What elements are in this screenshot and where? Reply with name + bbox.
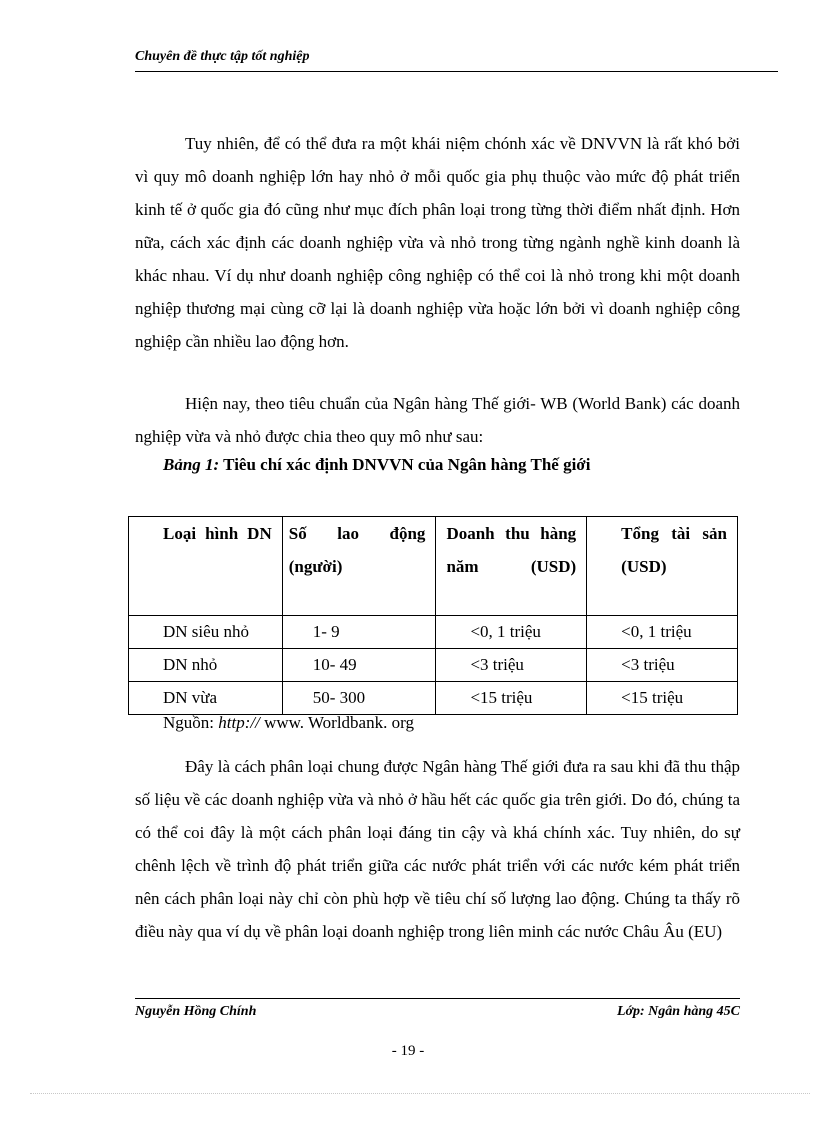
table-cell: <0, 1 triệu <box>587 616 738 649</box>
table-cell: <15 triệu <box>587 682 738 715</box>
paragraph-wb-standard: Hiện nay, theo tiêu chuẩn của Ngân hàng Thế giới- WB (World Bank) các doanh nghiệp vừa và nhỏ được chia theo quy mô như sau: <box>135 394 740 446</box>
page-number: - 19 - <box>391 1043 425 1059</box>
table-caption <box>163 455 590 475</box>
table-cell: DN nhỏ <box>129 649 283 682</box>
footer-divider <box>135 998 740 999</box>
footer-class: Lớp: Ngân hàng 45C <box>616 1004 740 1019</box>
table-header-row <box>129 517 738 616</box>
table-cell: <3 triệu <box>587 649 738 682</box>
table-cell: DN vừa <box>129 682 283 715</box>
header-cell-revenue: Doanh thu hàng năm (USD) <box>436 517 587 616</box>
header-cell-type: Loại hình DN <box>129 517 283 616</box>
footer-author: Nguyễn Hồng Chính <box>135 1004 257 1019</box>
source-site: www. Worldbank. org <box>264 713 414 732</box>
table-cell: 50- 300 <box>282 682 436 715</box>
source-label: Nguồn: <box>163 713 214 732</box>
table-cell: 10- 49 <box>282 649 436 682</box>
header-cell-workers: Số lao động (người) <box>282 517 436 616</box>
header-divider <box>135 71 778 72</box>
source-protocol: http:// <box>218 713 260 732</box>
table-source <box>163 713 414 733</box>
table-cell: 1- 9 <box>282 616 436 649</box>
table-cell: DN siêu nhỏ <box>129 616 283 649</box>
criteria-table <box>128 516 738 715</box>
table-caption-text: Tiêu chí xác định DNVVN của Ngân hàng Thế giới <box>223 455 591 474</box>
table-cell: <0, 1 triệu <box>436 616 587 649</box>
table-row <box>129 616 738 649</box>
header-cell-assets: Tổng tài sản (USD) <box>587 517 738 616</box>
paragraph-intro: Tuy nhiên, để có thể đưa ra một khái niệm chónh xác về DNVVN là rất khó bởi vì quy mô doanh nghiệp lớn hay nhỏ ở mỗi quốc gia phụ thuộc vào mức độ phát triển kinh tế ở quốc gia đó cũng như mục đích phân loại trong từng thời điểm nhất định. Hơn nữa, cách xác định các doanh nghiệp vừa và nhỏ trong từng ngành nghề kinh doanh là khác nhau. Ví dụ như doanh nghiệp công nghiệp có thể coi là nhỏ trong khi một doanh nghiệp thương mại cùng cỡ lại là doanh nghiệp vừa hoặc lớn bởi vì doanh nghiệp công nghiệp cần nhiều lao động hơn. <box>135 134 740 351</box>
table-row <box>129 649 738 682</box>
table-caption-lead: Bảng 1: <box>163 455 220 474</box>
paragraph-analysis: Đây là cách phân loại chung được Ngân hàng Thế giới đưa ra sau khi đã thu thập số liệu về các doanh nghiệp vừa và nhỏ ở hầu hết các quốc gia trên giới. Do đó, chúng ta có thể coi đây là một cách phân loại đáng tin cậy và khá chính xác. Tuy nhiên, do sự chênh lệch về trình độ phát triển giữa các nước phát triển với các nước kém phát triển nên cách phân loại này chỉ còn phù hợp về tiêu chí số lượng lao động. Chúng ta thấy rõ điều này qua ví dụ về phân loại doanh nghiệp trong liên minh các nước Châu Âu (EU) <box>135 757 740 941</box>
table-cell: <3 triệu <box>436 649 587 682</box>
running-header: Chuyên đề thực tập tốt nghiệp <box>135 49 310 64</box>
table-row <box>129 682 738 715</box>
table-cell: <15 triệu <box>436 682 587 715</box>
page-edge-divider <box>30 1093 810 1094</box>
